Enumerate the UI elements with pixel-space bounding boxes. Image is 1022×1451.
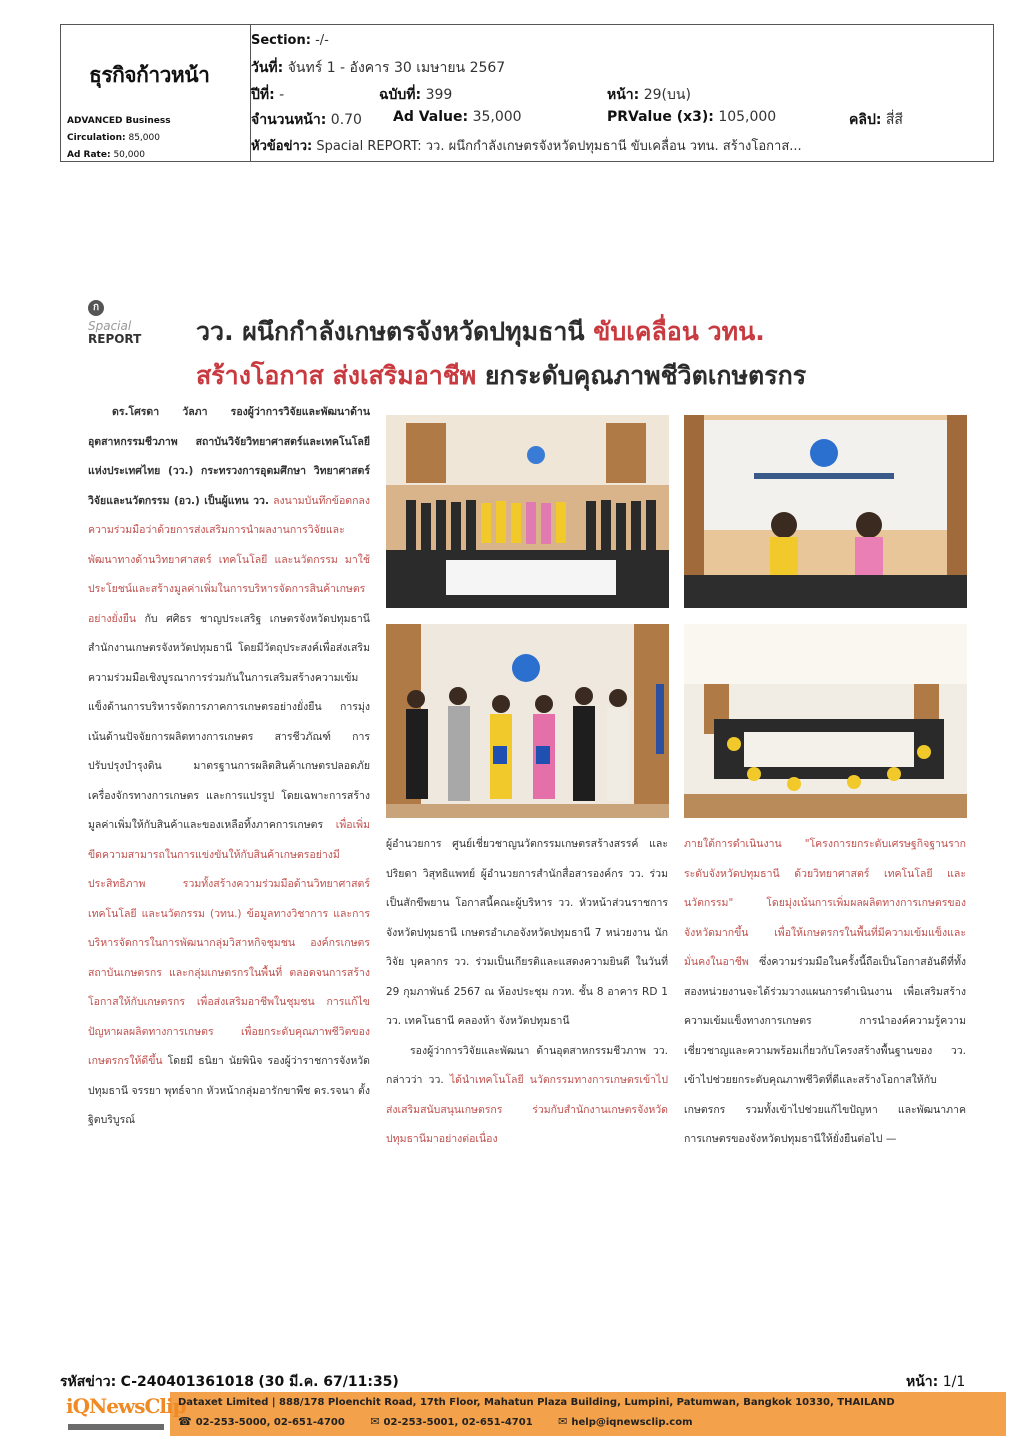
col2-quote: รองผู้ว่าการวิจัยและพัฒนา ด้านอุตสาหกรรมชีวภาพ วว. กล่าวว่า วว.: [386, 1044, 668, 1086]
section-value: -/-: [315, 33, 329, 48]
issue-value: 399: [425, 87, 453, 103]
contact-line: [178, 1415, 715, 1428]
col1-body: กับ ศศิธร ชาญประเสริฐ เกษตรจังหวัดปทุมธานี สำนักงานเกษตรจังหวัดปทุมธานี โดยมีวัตถุประสงค์เพื่อส่งเสริมความร่วมมือเชิงบูรณาการร่วมกันในการเสริมสร้างความเข้มแข็งด้านการบริหารจัดการภาคการเกษตรอย่างยั่งยืน การมุ่งเน้นด้านปัจจัยการผลิตทางการเกษตร สารชีวภัณฑ์ การปรับปรุงบำรุงดิน มาตรฐานการผลิตสินค้าเกษตรปลอดภัย เครื่องจักรทางการเกษตร และการแปรรูป โดยเฉพาะการสร้างมูลค่าเพิ่มให้กับสินค้าและของเหลือทิ้งภาคการเกษตร: [88, 612, 370, 831]
brand-underline: [68, 1424, 164, 1430]
news-code: [60, 1371, 399, 1393]
brand-name: iQNewsClip: [66, 1394, 186, 1418]
col3-end-mark: —: [885, 1133, 897, 1145]
fax-number: 02-253-5001, 02-651-4701: [383, 1417, 533, 1428]
phone-number: 02-253-5000, 02-651-4700: [195, 1417, 345, 1428]
issue-label: ฉบับที่:: [379, 87, 422, 103]
photo-group-portrait: [386, 624, 669, 818]
clip-header: [60, 24, 994, 162]
col1-tail: โดยมี ธนิยา นัยพินิจ รองผู้ว่าราชการจังหวัดปทุมธานี จรรยา พุทธ์จาก หัวหน้ากลุ่มอารักขาพืช ดร.รจนา ตั้งฐิตบริบูรณ์: [88, 1055, 371, 1126]
col1-highlight-2: เพื่อเพิ่มขีดความสามารถในการแข่งขันให้กับสินค้าเกษตรอย่างมีประสิทธิภาพ รวมทั้งสร้างความร่วมมือด้านวิทยาศาสตร์ เทคโนโลยี และนวัตกรรม (วทน.) ข้อมูลทางวิชาการ และการบริหารจัดการในการพัฒนากลุ่มวิสาหกิจชุมชน องค์กรเกษตร สถาบันเกษตรกร และกลุ่มเกษตรกรในพื้นที่ ตลอดจนการสร้างโอกาสให้กับเกษตรกร เพื่อส่งเสริมอาชีพในชุมชน การแก้ไขปัญหาผลผลิตทางการเกษตร เพื่อยกระดับคุณภาพชีวิตของเกษตรกรให้ดีขึ้น: [88, 819, 370, 1067]
special-report-logo: [88, 300, 158, 346]
fax-icon: ✉: [370, 1415, 380, 1428]
clip-value: สี่สี: [885, 112, 903, 128]
headline-part-2: ขับเคลื่อน วทน.: [593, 317, 765, 346]
article-column-2: [386, 830, 668, 1155]
date-value: จันทร์ 1 - อังคาร 30 เมษายน 2567: [287, 60, 506, 76]
circulation-value: 85,000: [128, 133, 160, 143]
photo-meeting-room: [684, 624, 967, 818]
brand-logo: [60, 1392, 186, 1436]
col2-highlight: ได้นำเทคโนโลยี นวัตกรรมทางการเกษตรเข้าไปส่งเสริมสนับสนุนเกษตรกร ร่วมกับสำนักงานเกษตรจังหวัดปทุมธานีมาอย่างต่อเนื่อง: [386, 1074, 669, 1145]
clip-label: คลิป:: [849, 112, 882, 128]
photo-group-mou: [386, 415, 669, 608]
pr-value-label: PRValue (x3):: [607, 109, 714, 125]
logo-circle: ก: [88, 300, 104, 316]
year-value: -: [279, 87, 285, 103]
col3-highlight: ภายใต้การดำเนินงาน "โครงการยกระดับเศรษฐกิจฐานรากระดับจังหวัดปทุมธานี ด้วยวิทยาศาสตร์ เทคโนโลยี และนวัตกรรม" โดยมุ่งเน้นการเพิ่มผลผลิตทางการเกษตรของจังหวัดมากขึ้น เพื่อให้เกษตรกรในพื้นที่มีความเข้มแข็งและมั่นคงในอาชีพ: [684, 838, 966, 968]
email-address[interactable]: help@iqnewsclip.com: [571, 1417, 693, 1428]
footer-page-value: 1/1: [942, 1374, 966, 1390]
col1-highlight-1: ลงนามบันทึกข้อตกลงความร่วมมือว่าด้วยการส่งเสริมการนำผลงานการวิจัยและพัฒนาทางด้านวิทยาศาสตร์ เทคโนโลยี และนวัตกรรม มาใช้ประโยชน์และสร้างมูลค่าเพิ่มในการบริหารจัดการสินค้าเกษตรอย่างยั่งยืน: [88, 494, 370, 625]
publication-name: ธุรกิจก้าวหน้า: [89, 63, 210, 87]
pages-count-value: 0.70: [330, 112, 362, 128]
headline-value: Spacial REPORT: วว. ผนึกกำลังเกษตรจังหวัดปทุมธานี ขับเคลื่อน วทน. สร้างโอกาส...: [316, 139, 802, 154]
headline-label: หัวข้อข่าว:: [251, 139, 313, 154]
photo-signing-table: [684, 415, 967, 608]
pages-count-label: จำนวนหน้า:: [251, 112, 327, 128]
year-label: ปีที่:: [251, 87, 275, 103]
publication-name-en: ADVANCED Business: [67, 116, 171, 126]
ad-value: 35,000: [472, 109, 522, 125]
footer-page: [906, 1371, 965, 1393]
ad-value-label: Ad Value:: [393, 109, 469, 125]
page-value: 29(บน): [643, 87, 691, 103]
footer-bar: [60, 1392, 1006, 1436]
publication-meta: [67, 113, 171, 164]
news-code-date: (30 มี.ค. 67/11:35): [258, 1374, 399, 1390]
article-column-1: [88, 398, 370, 1136]
news-code-label: รหัสข่าว:: [60, 1374, 117, 1390]
email-icon: ✉: [558, 1415, 568, 1428]
headline-part-3: สร้างโอกาส ส่งเสริมอาชีพ: [196, 361, 477, 390]
headline-part-4: ยกระดับคุณภาพชีวิตเกษตรกร: [484, 361, 807, 390]
col1-intro: ดร.โศรดา วัลภา รองผู้ว่าการวิจัยและพัฒนาด้านอุตสาหกรรมชีวภาพ สถาบันวิจัยวิทยาศาสตร์และเทคโนโลยีแห่งประเทศไทย (วว.) กระทรวงการอุดมศึกษา วิทยาศาสตร์ วิจัยและนวัตกรรม (อว.) เป็นผู้แทน วว.: [88, 406, 370, 507]
ad-rate-value: 50,000: [113, 150, 145, 160]
ad-rate-label: Ad Rate:: [67, 150, 111, 160]
footer-page-label: หน้า:: [906, 1374, 939, 1390]
publication-block: [61, 25, 251, 161]
page-label: หน้า:: [607, 87, 640, 103]
section-label: Section:: [251, 33, 311, 48]
headline-part-1: วว. ผนึกกำลังเกษตรจังหวัดปทุมธานี: [196, 317, 585, 346]
circulation-label: Circulation:: [67, 133, 126, 143]
news-code-value: C-240401361018: [120, 1374, 254, 1390]
date-label: วันที่:: [251, 60, 284, 76]
logo-text-spacial: Spacial: [88, 319, 132, 333]
clip-metadata: [251, 25, 993, 161]
col2-body: ผู้อำนวยการ ศูนย์เชี่ยวชาญนวัตกรรมเกษตรสร้างสรรค์ และปริยดา วิสุทธิแพทย์ ผู้อำนวยการสำนักสื่อสารองค์กร วว. ร่วมเป็นสักขีพยาน โอกาสนี้คณะผู้บริหาร วว. หัวหน้าส่วนราชการจังหวัดปทุมธานี เกษตรอำเภอจังหวัดปทุมธานี 7 หน่วยงาน นักวิจัย บุคลากร วว. ร่วมเป็นเกียรติและแสดงความยินดี ในวันที่ 29 กุมภาพันธ์ 2567 ณ ห้องประชุม กวท. ชั้น 8 อาคาร RD 1 วว. เทคโนธานี คลองห้า จังหวัดปทุมธานี: [386, 838, 668, 1027]
article-headline: [196, 310, 956, 398]
logo-text-report: REPORT: [88, 332, 142, 346]
col3-body: ซึ่งความร่วมมือในครั้งนี้ถือเป็นโอกาสอันดีที่ทั้งสองหน่วยงานจะได้ร่วมวางแผนการดำเนินงาน เพื่อเสริมสร้างความเข้มแข็งทางการเกษตร การนำองค์ความรู้ความเชี่ยวชาญและความพร้อมเกี่ยวกับโครงสร้างพื้นฐานของ วว. เข้าไปช่วยยกระดับคุณภาพชีวิตที่ดีและสร้างโอกาสให้กับเกษตรกร รวมทั้งเข้าไปช่วยแก้ไขปัญหา และพัฒนาภาคการเกษตรของจังหวัดปทุมธานีให้ยั่งยืนต่อไป: [684, 956, 966, 1145]
pr-value: 105,000: [718, 109, 777, 125]
company-address: Dataxet Limited | 888/178 Ploenchit Road, 17th Floor, Mahatun Plaza Building, Lumpini, Patumwan, Bangkok 10330, THAILAND: [178, 1397, 895, 1408]
article-column-3: [684, 830, 966, 1155]
phone-icon: ☎: [178, 1415, 192, 1428]
